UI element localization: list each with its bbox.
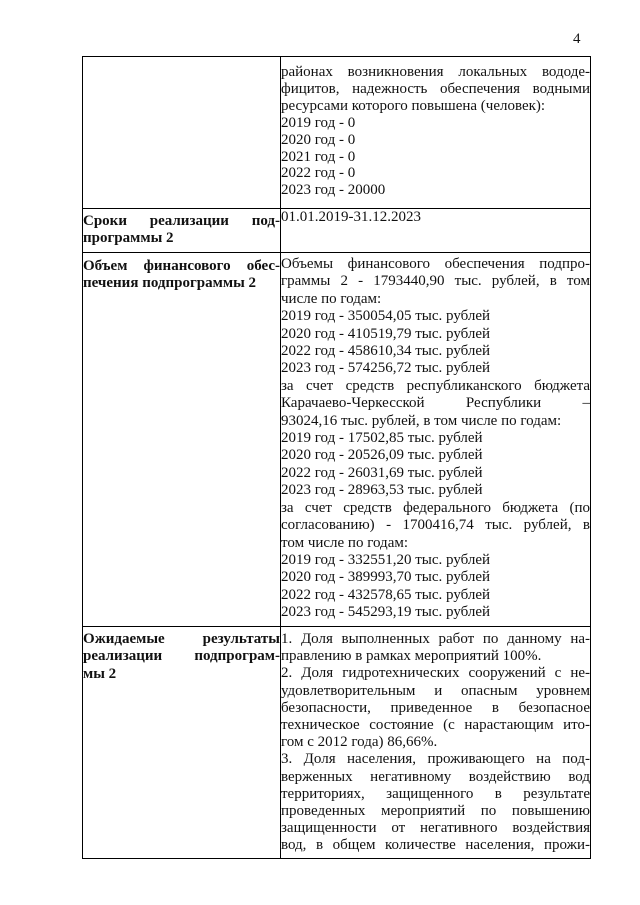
text-line: 2022 год - 26031,69 тыс. рублей — [281, 464, 483, 481]
table-cell-value — [281, 627, 591, 859]
table-row — [83, 209, 591, 253]
text-line: 2020 год - 0 — [281, 131, 356, 148]
table-cell-label — [83, 209, 281, 253]
table-cell-label — [83, 627, 281, 859]
text-line: безопасности, приведенное в безопасное — [281, 699, 590, 716]
text-line: 2020 год - 389993,70 тыс. рублей — [281, 569, 491, 586]
text-line: 2019 год - 0 — [281, 114, 356, 131]
text-line: 2020 год - 410519,79 тыс. рублей — [281, 325, 491, 342]
table-row — [83, 627, 591, 859]
text-line: 2023 год - 20000 — [281, 182, 386, 199]
label-line: Сроки реализации под- — [83, 213, 280, 229]
passport-table — [82, 56, 591, 859]
text-line: 2023 год - 545293,19 тыс. рублей — [281, 604, 491, 621]
text-line: 2019 год - 350054,05 тыс. рублей — [281, 308, 491, 325]
text-line: Объемы финансового обеспечения подпро- — [281, 256, 590, 272]
text-line: за счет средств федерального бюджета (по — [281, 499, 590, 516]
text-line: за счет средств республиканского бюджета — [281, 377, 590, 394]
page-number: 4 — [573, 31, 581, 47]
table-cell-label — [83, 57, 281, 209]
text-line: 2. Доля гидротехнических сооружений с не- — [281, 665, 590, 682]
label-line: печения подпрограммы 2 — [83, 275, 257, 292]
table-cell-value — [281, 57, 591, 209]
label-line: мы 2 — [83, 665, 117, 682]
text-line: согласованию) - 1700416,74 тыс. рублей, в — [281, 517, 590, 534]
text-line: 2022 год - 458610,34 тыс. рублей — [281, 343, 491, 360]
text-line: 2023 год - 28963,53 тыс. рублей — [281, 482, 483, 499]
text-line: гом с 2012 года) 86,66%. — [281, 734, 438, 751]
table-row — [83, 253, 591, 627]
label-line: Ожидаемые результаты — [83, 631, 280, 647]
text-line: числе по годам: — [281, 290, 382, 307]
text-line: 1. Доля выполненных работ по данному на- — [281, 631, 590, 647]
text-line: 01.01.2019-31.12.2023 — [281, 209, 421, 225]
text-line: 3. Доля населения, проживающего на под- — [281, 751, 590, 768]
text-line: правлению в рамках мероприятий 100%. — [281, 648, 542, 665]
table-row — [83, 57, 591, 209]
text-line: ресурсами которого повышена (человек): — [281, 97, 546, 114]
table-cell-value — [281, 253, 591, 627]
table-cell-value — [281, 209, 591, 253]
text-line: Карачаево-Черкесской Республики – — [281, 395, 590, 412]
label-line: Объем финансового обес- — [83, 258, 280, 274]
text-line: 2019 год - 17502,85 тыс. рублей — [281, 430, 483, 447]
text-line: 93024,16 тыс. рублей, в том числе по годам: — [281, 412, 562, 429]
text-line: вод, в общем количестве населения, прожи- — [281, 837, 590, 854]
text-line: защищенности от негативного воздействия — [281, 820, 590, 837]
text-line: 2019 год - 332551,20 тыс. рублей — [281, 551, 491, 568]
text-line: районах возникновения локальных вододе- — [281, 64, 590, 80]
table-cell-label — [83, 253, 281, 627]
text-line: том числе по годам: — [281, 534, 409, 551]
text-line: граммы 2 - 1793440,90 тыс. рублей, в том — [281, 273, 590, 290]
label-line: реализации подпрограм- — [83, 648, 280, 665]
text-line: 2023 год - 574256,72 тыс. рублей — [281, 360, 491, 377]
text-line: 2022 год - 432578,65 тыс. рублей — [281, 586, 491, 603]
text-line: 2020 год - 20526,09 тыс. рублей — [281, 447, 483, 464]
text-line: 2022 год - 0 — [281, 165, 356, 182]
text-line: 2021 год - 0 — [281, 148, 356, 165]
text-line: территориях, защищенного в результате — [281, 785, 590, 802]
label-line: программы 2 — [83, 230, 174, 247]
text-line: верженных негативному воздействию вод — [281, 768, 590, 785]
text-line: проведенных мероприятий по повышению — [281, 803, 590, 820]
text-line: удовлетворительным и опасным уровнем — [281, 682, 590, 699]
text-line: техническое состояние (с нарастающим ито- — [281, 717, 590, 734]
text-line: фицитов, надежность обеспечения водными — [281, 80, 590, 97]
